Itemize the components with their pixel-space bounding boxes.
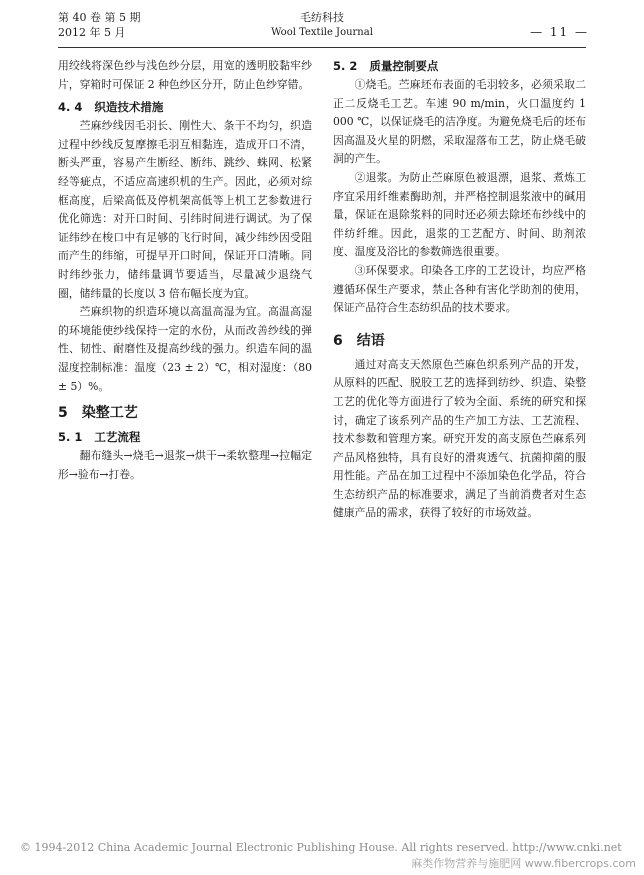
section-number: 5. 1 bbox=[58, 430, 83, 445]
site-watermark: 麻类作物营养与施肥网 www.fibercrops.com bbox=[411, 857, 636, 870]
copyright-footer: © 1994-2012 China Academic Journal Electronic Publishing House. All rights reserved. http://www.cnki.net bbox=[20, 841, 622, 854]
section-number: 5. 2 bbox=[333, 59, 358, 73]
paragraph: ③环保要求。印染各工序的工艺设计，均应严格遵循环保生产要求，禁止各种有害化学助剂的使用，保证产品符合生态纺织品的技术要求。 bbox=[333, 263, 586, 315]
section-title: 织造技术措施 bbox=[94, 100, 164, 115]
publication-date: 2012 年 5 月 bbox=[58, 26, 126, 39]
paragraph: 苎麻纱线因毛羽长、刚性大、条干不均匀，织造过程中纱线反复摩擦毛羽互相黏连，造成开口不清，断头严重，容易产生断经、断纬、跳纱、蛛网、松紧经等疵点，不适应高速织机的生产。因此，必须对综框高度，后梁高低及停机架高低等上机工艺参数进行优化筛选：对开口时间、引纬时间进行调试。为了保证纬纱在梭口中有足够的飞行时间，减少纬纱因受阻而产生的纬缩，可提早开口时间，保证开口清晰。同时纬纱张力，储纬量调节要适当，尽量减少退绕气圈，储纬量的长度以 3 倍布幅长度为宜。 bbox=[58, 119, 312, 300]
section-number: 4. 4 bbox=[58, 100, 83, 115]
section-heading-6 bbox=[333, 330, 586, 352]
paragraph: ①烧毛。苎麻坯布表面的毛羽较多，必须采取二正二反烧毛工艺。车速 90 m/min，火口温度约 1 000 ℃，以保证烧毛的洁净度。为避免烧毛后的坯布因高温及火星的阴燃，采取湿落布工艺，防止烧毛破洞的产生。 bbox=[333, 78, 586, 166]
section-number: 6 bbox=[333, 332, 343, 349]
journal-title-en: Wool Textile Journal bbox=[271, 27, 373, 38]
paragraph-continued: 用绞线将深色纱与浅色纱分层，用宽的透明胶黏牢纱片，穿箱时可保证 2 种色纱区分开，防止色纱穿错。 bbox=[58, 59, 312, 91]
section-heading-5 bbox=[58, 402, 312, 424]
paragraph: 翻布缝头→烧毛→退浆→烘干→柔软整理→拉幅定形→验布→打卷。 bbox=[58, 449, 312, 481]
section-title: 染整工艺 bbox=[81, 405, 138, 422]
header-rule bbox=[58, 47, 586, 48]
page-header bbox=[0, 0, 644, 54]
section-title: 结语 bbox=[356, 332, 385, 349]
volume-issue: 第 40 卷 第 5 期 bbox=[58, 11, 141, 24]
paragraph: ②退浆。为防止苎麻原色被退漂，退浆、煮炼工序宜采用纤维素酶助剂，并严格控制退浆液中的碱用量，保证在退除浆料的同时还必须去除坯布纱线中的伴纺纤维。因此，退浆的工艺配方、时间、助剂浓度、温度及浴比的参数筛选很重要。 bbox=[333, 170, 586, 259]
section-title: 质量控制要点 bbox=[369, 59, 439, 73]
right-column bbox=[333, 57, 586, 523]
page-number: — 11 — bbox=[530, 25, 589, 39]
section-heading-4-4 bbox=[58, 98, 312, 117]
journal-title-cn: 毛纺科技 bbox=[300, 11, 344, 24]
section-number: 5 bbox=[58, 405, 68, 422]
section-heading-5-2 bbox=[333, 57, 586, 76]
paragraph: 苎麻织物的织造环境以高温高湿为宜。高温高湿的环境能使纱线保持一定的水份，从而改善纱线的弹性、韧性、耐磨性及提高纱线的强力。织造车间的温湿度控制标准：温度（23 ± 2）℃，相对湿度：（80 ± 5）%。 bbox=[58, 305, 312, 393]
paragraph: 通过对高支天然原色苎麻色织系列产品的开发，从原料的匹配、脱胶工艺的选择到纺纱、织造、染整工艺的优化等方面进行了较为全面、系统的研究和探讨，确定了该系列产品的生产加工方法、工艺流程、技术参数和管理方案。研究开发的高支原色苎麻系列产品风格独特，具有良好的滑爽透气、抗菌抑菌的服用性能。产品在加工过程中不添加染色化学品，符合生态纺织产品的标准要求，满足了当前消费者对生态健康产品的需求，获得了较好的市场效益。 bbox=[333, 357, 586, 520]
section-title: 工艺流程 bbox=[94, 430, 141, 445]
section-heading-5-1 bbox=[58, 428, 312, 447]
left-column bbox=[58, 57, 312, 484]
